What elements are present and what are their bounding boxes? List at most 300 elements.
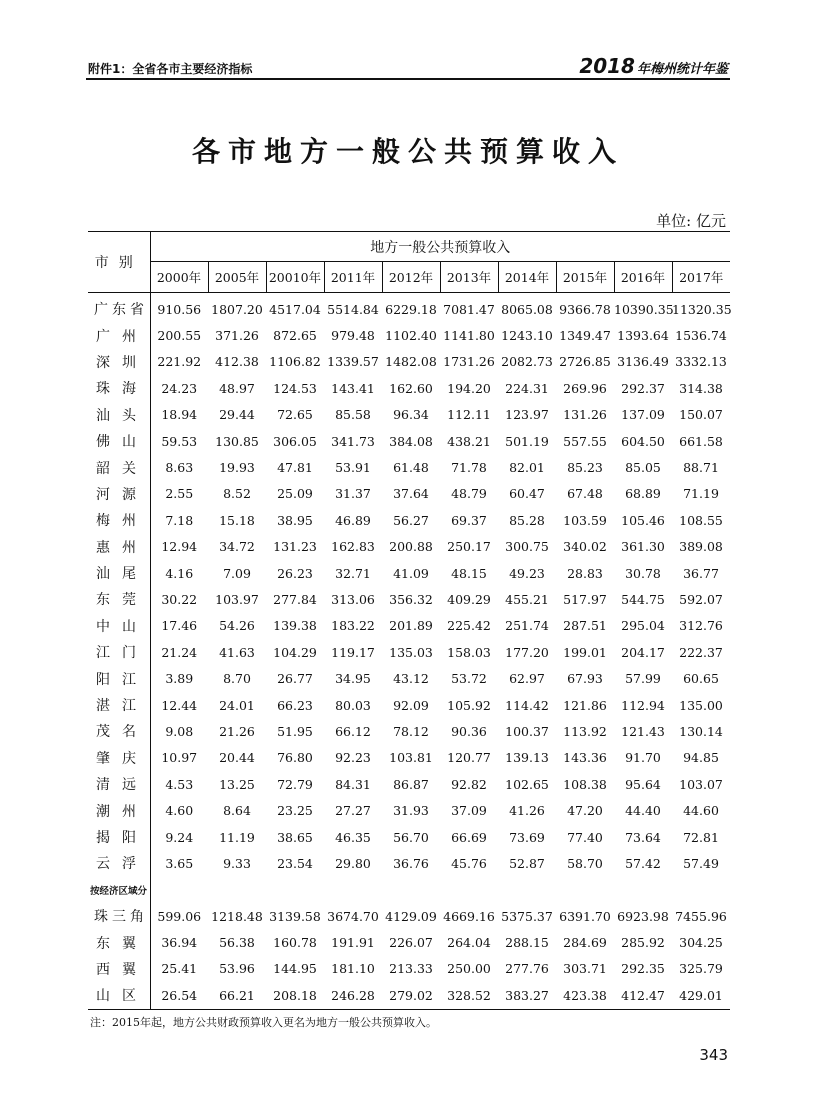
value-cell: 51.95 — [277, 723, 313, 739]
value-cell: 213.33 — [389, 961, 433, 977]
value-cell: 7455.96 — [675, 908, 727, 924]
value-cell: 3332.13 — [675, 354, 727, 370]
value-cell: 389.08 — [679, 539, 723, 555]
row-label: 阳江 — [88, 665, 150, 691]
value-cell: 11320.35 — [672, 301, 732, 317]
year-header: 2012年 — [382, 262, 440, 293]
unit-label: 单位: 亿元 — [656, 212, 726, 230]
value-cell: 67.48 — [567, 486, 603, 502]
value-cell: 49.23 — [509, 565, 545, 581]
value-cell: 18.94 — [161, 407, 198, 423]
value-cell: 328.52 — [440, 982, 498, 1009]
value-cell: 85.05 — [625, 460, 661, 476]
value-cell: 361.30 — [621, 539, 665, 555]
value-cell: 124.53 — [273, 380, 317, 396]
value-cell: 23.25 — [277, 803, 313, 819]
value-cell: 412.47 — [614, 982, 672, 1009]
value-cell: 13.25 — [219, 776, 255, 792]
value-cell: 112.11 — [447, 407, 491, 423]
value-cell: 24.01 — [219, 697, 255, 713]
value-cell: 10.97 — [161, 750, 198, 766]
table-row — [88, 982, 730, 1009]
table-row — [88, 613, 730, 639]
value-cell: 8065.08 — [501, 301, 553, 317]
value-cell: 41.26 — [509, 803, 545, 819]
value-cell: 295.04 — [621, 618, 665, 634]
row-label: 珠三角 — [88, 903, 150, 929]
value-cell: 123.97 — [505, 407, 549, 423]
value-cell: 56.38 — [219, 935, 255, 951]
row-label: 河源 — [88, 481, 150, 507]
table-row — [88, 639, 730, 665]
value-cell: 37.09 — [451, 803, 487, 819]
value-cell: 144.95 — [273, 961, 317, 977]
value-cell: 57.49 — [683, 855, 719, 871]
value-cell: 3139.58 — [269, 908, 321, 924]
value-cell: 306.05 — [273, 433, 317, 449]
value-cell: 66.21 — [208, 982, 266, 1009]
value-cell: 177.20 — [505, 644, 549, 660]
table-row — [88, 745, 730, 771]
value-cell: 8.52 — [223, 486, 251, 502]
value-cell: 201.89 — [389, 618, 433, 634]
value-cell: 5514.84 — [327, 301, 379, 317]
value-cell: 45.76 — [451, 855, 487, 871]
value-cell: 264.04 — [447, 935, 491, 951]
value-cell: 71.78 — [451, 460, 487, 476]
value-cell: 312.76 — [679, 618, 723, 634]
section-row — [88, 877, 730, 903]
year-header-row — [88, 262, 730, 293]
value-cell: 3136.49 — [617, 354, 669, 370]
value-cell: 1482.08 — [385, 354, 437, 370]
value-cell: 92.23 — [335, 750, 371, 766]
value-cell: 181.10 — [331, 961, 375, 977]
value-cell: 6391.70 — [559, 908, 611, 924]
value-cell: 108.55 — [679, 512, 723, 528]
value-cell: 300.75 — [505, 539, 549, 555]
empty-cell — [382, 877, 440, 903]
value-cell: 314.38 — [679, 380, 723, 396]
value-cell: 11.19 — [219, 829, 255, 845]
value-cell: 88.71 — [683, 460, 719, 476]
value-cell: 200.55 — [157, 328, 202, 344]
value-cell: 26.77 — [277, 671, 313, 687]
table-row — [88, 797, 730, 823]
empty-cell — [672, 877, 730, 903]
value-cell: 72.79 — [277, 776, 313, 792]
value-cell: 58.70 — [567, 855, 603, 871]
table-body — [88, 293, 730, 1010]
empty-cell — [150, 877, 208, 903]
value-cell: 100.37 — [505, 723, 549, 739]
value-cell: 60.47 — [509, 486, 545, 502]
value-cell: 103.81 — [389, 750, 433, 766]
value-cell: 139.38 — [273, 618, 317, 634]
value-cell: 44.40 — [625, 803, 661, 819]
value-cell: 12.94 — [161, 539, 198, 555]
value-cell: 284.69 — [563, 935, 607, 951]
value-cell: 661.58 — [679, 433, 723, 449]
value-cell: 57.99 — [625, 671, 661, 687]
value-cell: 90.36 — [451, 723, 487, 739]
value-cell: 501.19 — [505, 433, 549, 449]
value-cell: 31.37 — [335, 486, 371, 502]
year-header: 2011年 — [324, 262, 382, 293]
row-label: 清远 — [88, 771, 150, 797]
value-cell: 250.17 — [447, 539, 491, 555]
value-cell: 2726.85 — [559, 354, 611, 370]
value-cell: 6923.98 — [617, 908, 669, 924]
value-cell: 80.03 — [335, 697, 371, 713]
value-cell: 277.76 — [505, 961, 549, 977]
value-cell: 68.89 — [625, 486, 661, 502]
value-cell: 303.71 — [563, 961, 607, 977]
value-cell: 67.93 — [567, 671, 603, 687]
table-row — [88, 586, 730, 612]
year-header: 2016年 — [614, 262, 672, 293]
table-row — [88, 560, 730, 586]
value-cell: 4517.04 — [269, 301, 321, 317]
value-cell: 8.63 — [165, 460, 194, 476]
row-label: 西翼 — [88, 956, 150, 982]
running-header-book — [579, 54, 728, 78]
table-row — [88, 481, 730, 507]
row-label: 江门 — [88, 639, 150, 665]
row-label: 中山 — [88, 613, 150, 639]
table-row — [88, 824, 730, 850]
value-cell: 162.60 — [389, 380, 433, 396]
value-cell: 53.72 — [451, 671, 487, 687]
value-cell: 222.37 — [679, 644, 723, 660]
page-title: 各市地方一般公共预算收入 — [191, 135, 624, 168]
value-cell: 112.94 — [621, 697, 665, 713]
value-cell: 226.07 — [389, 935, 433, 951]
year-header: 2014年 — [498, 262, 556, 293]
table-row — [88, 293, 730, 323]
value-cell: 24.23 — [161, 380, 198, 396]
row-label: 深圳 — [88, 349, 150, 375]
value-cell: 46.35 — [335, 829, 371, 845]
value-cell: 34.95 — [335, 671, 371, 687]
row-label: 惠州 — [88, 534, 150, 560]
value-cell: 7.09 — [223, 565, 251, 581]
empty-cell — [498, 877, 556, 903]
value-cell: 96.34 — [393, 407, 429, 423]
value-cell: 277.84 — [273, 591, 317, 607]
value-cell: 121.43 — [621, 723, 665, 739]
value-cell: 91.70 — [625, 750, 661, 766]
value-cell: 544.75 — [621, 591, 665, 607]
value-cell: 105.92 — [447, 697, 491, 713]
value-cell: 1536.74 — [675, 328, 727, 344]
value-cell: 412.38 — [215, 354, 259, 370]
value-cell: 130.85 — [215, 433, 259, 449]
value-cell: 85.23 — [567, 460, 603, 476]
value-cell: 910.56 — [157, 301, 202, 317]
value-cell: 43.12 — [393, 671, 429, 687]
value-cell: 1807.20 — [211, 301, 263, 317]
city-column-header: 市别 — [88, 232, 150, 293]
row-label: 山区 — [88, 982, 150, 1009]
value-cell: 4.16 — [165, 565, 194, 581]
year-header: 2000年 — [150, 262, 208, 293]
table-row — [88, 454, 730, 480]
value-cell: 48.97 — [219, 380, 255, 396]
value-cell: 1731.26 — [443, 354, 495, 370]
value-cell: 46.89 — [335, 512, 371, 528]
row-label: 茂名 — [88, 718, 150, 744]
value-cell: 92.09 — [393, 697, 429, 713]
value-cell: 143.41 — [331, 380, 375, 396]
row-label: 东翼 — [88, 929, 150, 955]
value-cell: 32.71 — [335, 565, 371, 581]
value-cell: 599.06 — [157, 908, 202, 924]
value-cell: 82.01 — [509, 460, 545, 476]
value-cell: 19.93 — [219, 460, 255, 476]
value-cell: 409.29 — [447, 591, 491, 607]
value-cell: 1141.80 — [443, 328, 495, 344]
running-header-section: 附件1：全省各市主要经济指标 — [88, 62, 253, 76]
table-row — [88, 534, 730, 560]
value-cell: 200.88 — [389, 539, 433, 555]
revenue-table — [88, 231, 730, 1010]
value-cell: 5375.37 — [501, 908, 553, 924]
value-cell: 60.65 — [683, 671, 719, 687]
value-cell: 61.48 — [393, 460, 429, 476]
value-cell: 62.97 — [509, 671, 545, 687]
value-cell: 3.65 — [165, 855, 194, 871]
value-cell: 143.36 — [563, 750, 607, 766]
value-cell: 72.81 — [683, 829, 719, 845]
value-cell: 8.64 — [223, 803, 251, 819]
row-label: 广州 — [88, 322, 150, 348]
value-cell: 9.08 — [165, 723, 194, 739]
value-cell: 1102.40 — [385, 328, 437, 344]
row-label: 肇庆 — [88, 745, 150, 771]
row-label: 广东省 — [88, 293, 150, 323]
value-cell: 7081.47 — [443, 301, 495, 317]
year-header: 2017年 — [672, 262, 730, 293]
value-cell: 4129.09 — [385, 908, 437, 924]
value-cell: 1106.82 — [269, 354, 321, 370]
value-cell: 150.07 — [679, 407, 723, 423]
empty-cell — [614, 877, 672, 903]
row-label: 揭阳 — [88, 824, 150, 850]
row-label: 汕尾 — [88, 560, 150, 586]
table-row — [88, 322, 730, 348]
value-cell: 29.80 — [335, 855, 371, 871]
value-cell: 59.53 — [161, 433, 198, 449]
table-row — [88, 771, 730, 797]
value-cell: 135.00 — [679, 697, 723, 713]
value-cell: 9.24 — [165, 829, 194, 845]
value-cell: 7.18 — [165, 512, 194, 528]
empty-cell — [324, 877, 382, 903]
value-cell: 36.94 — [161, 935, 198, 951]
value-cell: 341.73 — [331, 433, 375, 449]
value-cell: 113.92 — [563, 723, 607, 739]
value-cell: 3674.70 — [327, 908, 379, 924]
value-cell: 52.87 — [509, 855, 545, 871]
value-cell: 1393.64 — [617, 328, 669, 344]
table-row — [88, 903, 730, 929]
value-cell: 285.92 — [621, 935, 665, 951]
value-cell: 221.92 — [157, 354, 202, 370]
value-cell: 25.09 — [277, 486, 313, 502]
value-cell: 250.00 — [447, 961, 491, 977]
value-cell: 1339.57 — [327, 354, 379, 370]
value-cell: 114.42 — [505, 697, 549, 713]
value-cell: 15.18 — [219, 512, 255, 528]
year-header: 2013年 — [440, 262, 498, 293]
value-cell: 4669.16 — [443, 908, 495, 924]
value-cell: 1349.47 — [559, 328, 611, 344]
value-cell: 9.33 — [223, 855, 251, 871]
value-cell: 103.59 — [563, 512, 607, 528]
value-cell: 41.09 — [393, 565, 429, 581]
value-cell: 423.38 — [556, 982, 614, 1009]
value-cell: 251.74 — [505, 618, 549, 634]
value-cell: 66.12 — [335, 723, 371, 739]
value-cell: 56.70 — [393, 829, 429, 845]
value-cell: 94.85 — [683, 750, 719, 766]
value-cell: 31.93 — [393, 803, 429, 819]
empty-cell — [266, 877, 324, 903]
value-cell: 77.40 — [567, 829, 603, 845]
value-cell: 102.65 — [505, 776, 549, 792]
value-cell: 23.54 — [277, 855, 313, 871]
value-cell: 78.12 — [393, 723, 429, 739]
value-cell: 279.02 — [382, 982, 440, 1009]
header-rule — [86, 78, 730, 80]
value-cell: 383.27 — [498, 982, 556, 1009]
value-cell: 224.31 — [505, 380, 549, 396]
value-cell: 429.01 — [672, 982, 730, 1009]
value-cell: 29.44 — [219, 407, 255, 423]
section-label: 按经济区域分 — [88, 877, 150, 903]
value-cell: 34.72 — [219, 539, 255, 555]
value-cell: 384.08 — [389, 433, 433, 449]
value-cell: 130.14 — [679, 723, 723, 739]
value-cell: 183.22 — [331, 618, 375, 634]
value-cell: 103.97 — [215, 591, 259, 607]
value-cell: 66.23 — [277, 697, 313, 713]
revenue-group-header: 地方一般公共预算收入 — [150, 232, 730, 262]
value-cell: 37.64 — [393, 486, 429, 502]
value-cell: 1243.10 — [501, 328, 553, 344]
table-row — [88, 718, 730, 744]
table-row — [88, 692, 730, 718]
value-cell: 25.41 — [161, 961, 198, 977]
value-cell: 21.24 — [161, 644, 198, 660]
value-cell: 517.97 — [563, 591, 607, 607]
value-cell: 120.77 — [447, 750, 491, 766]
value-cell: 191.91 — [331, 935, 375, 951]
value-cell: 199.01 — [563, 644, 607, 660]
value-cell: 557.55 — [563, 433, 607, 449]
value-cell: 48.79 — [451, 486, 487, 502]
yearbook-year: 2018 — [579, 54, 635, 78]
value-cell: 2.55 — [165, 486, 194, 502]
value-cell: 160.78 — [273, 935, 317, 951]
value-cell: 92.82 — [451, 776, 487, 792]
value-cell: 85.58 — [335, 407, 371, 423]
value-cell: 36.77 — [683, 565, 719, 581]
year-header: 2005年 — [208, 262, 266, 293]
value-cell: 135.03 — [389, 644, 433, 660]
row-label: 东莞 — [88, 586, 150, 612]
value-cell: 204.17 — [621, 644, 665, 660]
value-cell: 20.44 — [219, 750, 255, 766]
value-cell: 872.65 — [273, 328, 317, 344]
value-cell: 269.96 — [563, 380, 607, 396]
value-cell: 72.65 — [277, 407, 313, 423]
value-cell: 57.42 — [625, 855, 661, 871]
value-cell: 105.46 — [621, 512, 665, 528]
value-cell: 12.44 — [161, 697, 198, 713]
table-row — [88, 850, 730, 876]
value-cell: 131.23 — [273, 539, 317, 555]
value-cell: 4.53 — [165, 776, 194, 792]
value-cell: 3.89 — [165, 671, 194, 687]
value-cell: 8.70 — [223, 671, 251, 687]
value-cell: 47.20 — [567, 803, 603, 819]
row-label: 珠海 — [88, 375, 150, 401]
value-cell: 287.51 — [563, 618, 607, 634]
value-cell: 131.26 — [563, 407, 607, 423]
value-cell: 95.64 — [625, 776, 661, 792]
value-cell: 592.07 — [679, 591, 723, 607]
page-number: 343 — [699, 1046, 728, 1064]
value-cell: 28.83 — [567, 565, 603, 581]
value-cell: 292.37 — [621, 380, 665, 396]
row-label: 梅州 — [88, 507, 150, 533]
value-cell: 139.13 — [505, 750, 549, 766]
value-cell: 73.69 — [509, 829, 545, 845]
value-cell: 325.79 — [679, 961, 723, 977]
value-cell: 225.42 — [447, 618, 491, 634]
table-row — [88, 665, 730, 691]
value-cell: 304.25 — [679, 935, 723, 951]
empty-cell — [208, 877, 266, 903]
value-cell: 137.09 — [621, 407, 665, 423]
table-row — [88, 428, 730, 454]
value-cell: 2082.73 — [501, 354, 553, 370]
value-cell: 340.02 — [563, 539, 607, 555]
value-cell: 103.07 — [679, 776, 723, 792]
value-cell: 21.26 — [219, 723, 255, 739]
value-cell: 66.69 — [451, 829, 487, 845]
value-cell: 208.18 — [266, 982, 324, 1009]
table-row — [88, 375, 730, 401]
value-cell: 288.15 — [505, 935, 549, 951]
value-cell: 10390.35 — [614, 301, 674, 317]
value-cell: 26.54 — [150, 982, 208, 1009]
table-row — [88, 507, 730, 533]
value-cell: 30.78 — [625, 565, 661, 581]
value-cell: 27.27 — [335, 803, 371, 819]
value-cell: 30.22 — [161, 591, 198, 607]
year-header: 20010年 — [266, 262, 324, 293]
value-cell: 56.27 — [393, 512, 429, 528]
value-cell: 44.60 — [683, 803, 719, 819]
value-cell: 53.91 — [335, 460, 371, 476]
value-cell: 71.19 — [683, 486, 719, 502]
value-cell: 36.76 — [393, 855, 429, 871]
table-row — [88, 956, 730, 982]
value-cell: 17.46 — [161, 618, 198, 634]
